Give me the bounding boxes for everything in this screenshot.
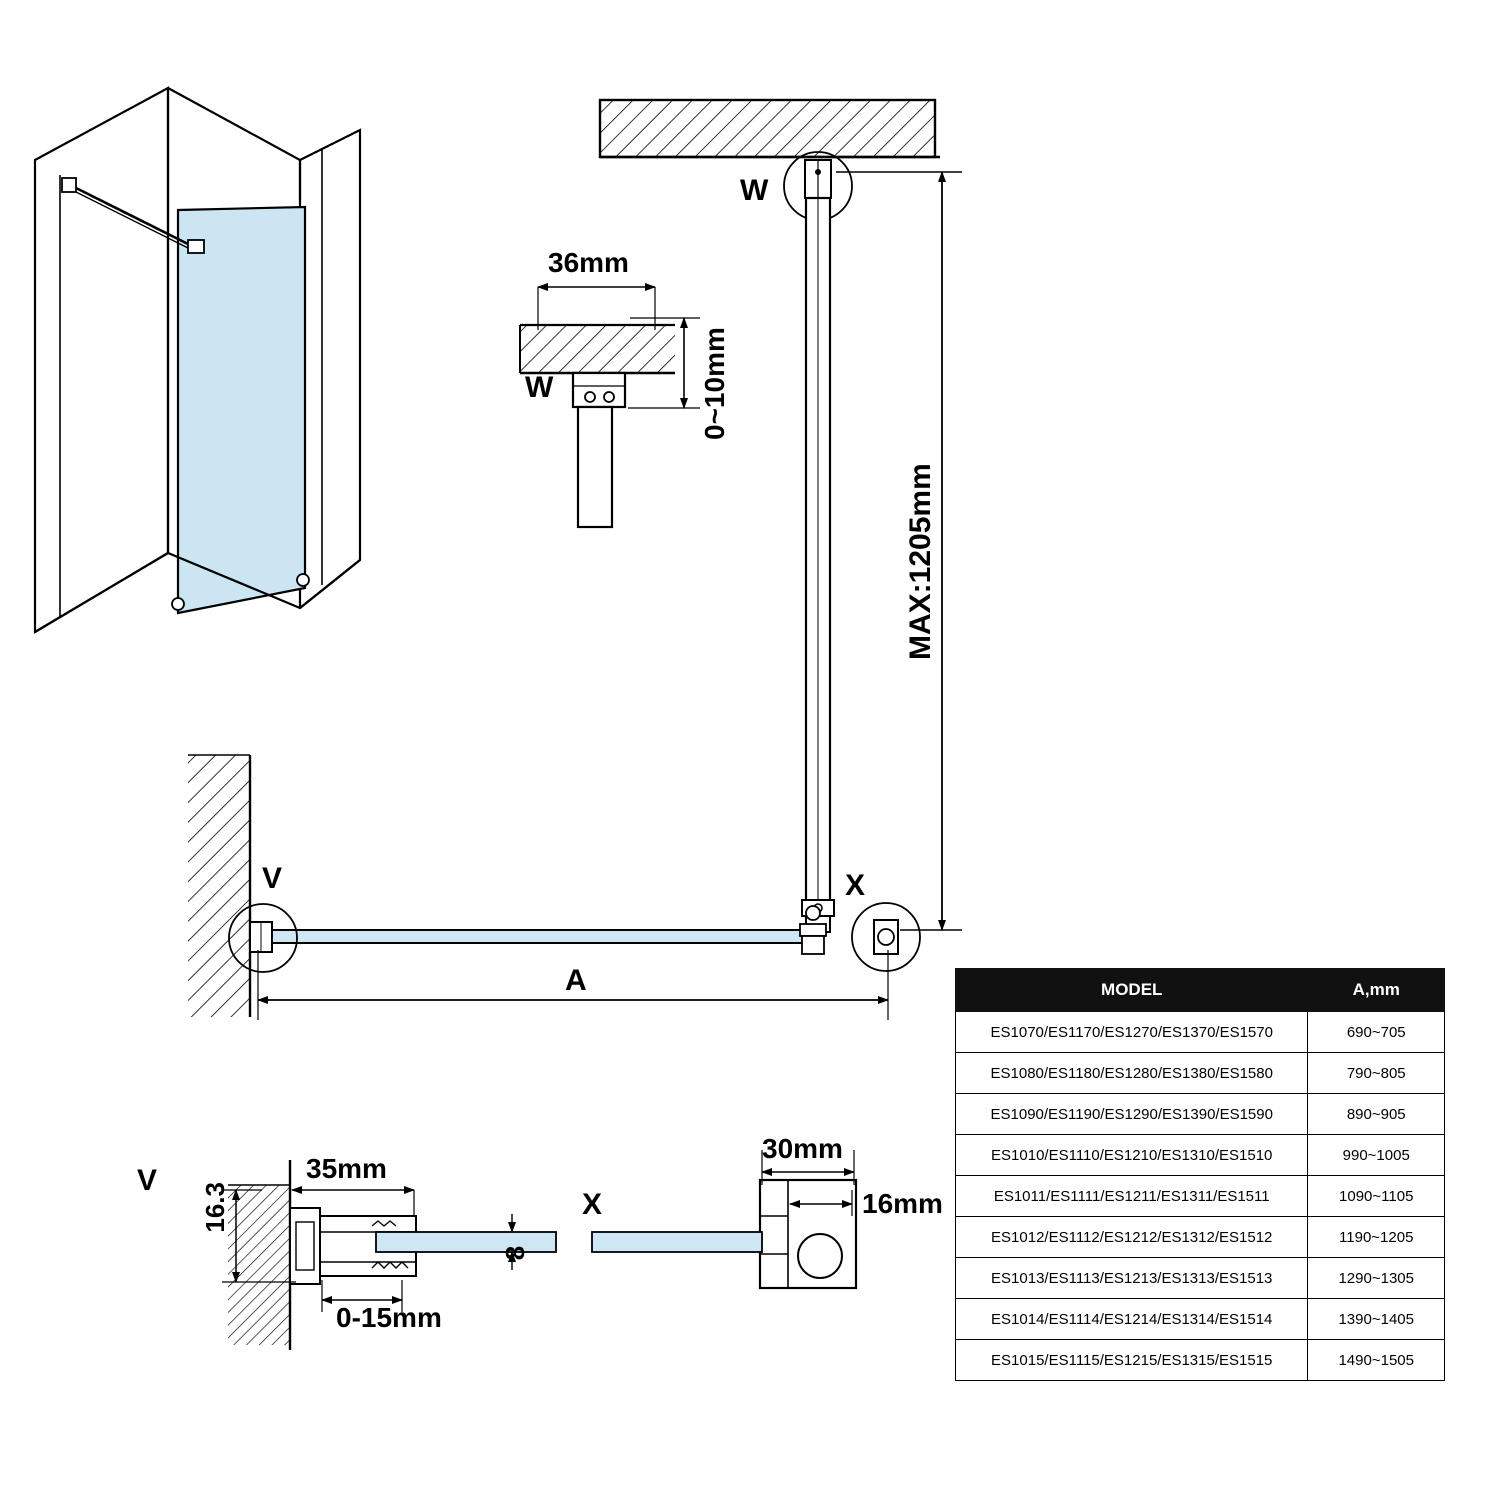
cell-model: ES1014/ES1114/ES1214/ES1314/ES1514 (956, 1299, 1308, 1340)
cell-a: 1290~1305 (1308, 1258, 1445, 1299)
cell-a: 890~905 (1308, 1094, 1445, 1135)
cell-model: ES1015/ES1115/ES1215/ES1315/ES1515 (956, 1340, 1308, 1381)
table-row (956, 1135, 1445, 1176)
cell-a: 1190~1205 (1308, 1217, 1445, 1258)
cell-model: ES1090/ES1190/ES1290/ES1390/ES1590 (956, 1094, 1308, 1135)
cell-a: 1490~1505 (1308, 1340, 1445, 1381)
table-row (956, 1094, 1445, 1135)
cell-model: ES1010/ES1110/ES1210/ES1310/ES1510 (956, 1135, 1308, 1176)
callout-v-plan-label: V (262, 862, 283, 895)
cell-a: 990~1005 (1308, 1135, 1445, 1176)
table-row (956, 1176, 1445, 1217)
cell-a: 1390~1405 (1308, 1299, 1445, 1340)
cell-a: 790~805 (1308, 1053, 1445, 1094)
isometric-view (35, 88, 360, 632)
dim-30mm-label: 30mm (762, 1133, 843, 1164)
callout-w-top-label: W (740, 174, 769, 207)
callout-w-side-label: W (525, 371, 554, 404)
dim-0-15mm-label: 0-15mm (336, 1302, 442, 1333)
table-row (956, 1340, 1445, 1381)
table-row (956, 1012, 1445, 1053)
dim-8mm-label: 8 (500, 1245, 530, 1261)
detail-x-section (592, 1150, 856, 1288)
cell-model: ES1012/ES1112/ES1212/ES1312/ES1512 (956, 1217, 1308, 1258)
table-row (956, 1299, 1445, 1340)
callout-x-plan-label: X (845, 869, 866, 902)
cell-model: ES1011/ES1111/ES1211/ES1311/ES1511 (956, 1176, 1308, 1217)
table-header-a: A,mm (1308, 969, 1445, 1012)
cell-a: 1090~1105 (1308, 1176, 1445, 1217)
table-body (956, 1012, 1445, 1381)
table-row (956, 1258, 1445, 1299)
cell-model: ES1013/ES1113/ES1213/ES1313/ES1513 (956, 1258, 1308, 1299)
table-header-row (956, 969, 1445, 1012)
cell-a: 690~705 (1308, 1012, 1445, 1053)
callout-x-section-label: X (582, 1188, 603, 1221)
dim-35mm-label: 35mm (306, 1153, 387, 1184)
callout-v-section-label: V (137, 1164, 158, 1197)
dim-36mm-label: 36mm (548, 247, 629, 278)
table-header-model: MODEL (956, 969, 1308, 1012)
dim-max-height (836, 172, 962, 930)
model-spec-table (955, 968, 1445, 1381)
dim-max-height-label: MAX:1205mm (904, 463, 937, 660)
dim-16mm-label: 16mm (862, 1188, 943, 1219)
dim-0-10mm-label: 0~10mm (699, 327, 730, 440)
table-row (956, 1217, 1445, 1258)
cell-model: ES1080/ES1180/ES1280/ES1380/ES1580 (956, 1053, 1308, 1094)
cell-model: ES1070/ES1170/ES1270/ES1370/ES1570 (956, 1012, 1308, 1053)
detail-w-top (600, 100, 940, 932)
dim-a-label: A (565, 964, 587, 997)
dim-16-3-label: 16.3 (200, 1182, 230, 1233)
detail-w-side (520, 287, 700, 527)
table-row (956, 1053, 1445, 1094)
